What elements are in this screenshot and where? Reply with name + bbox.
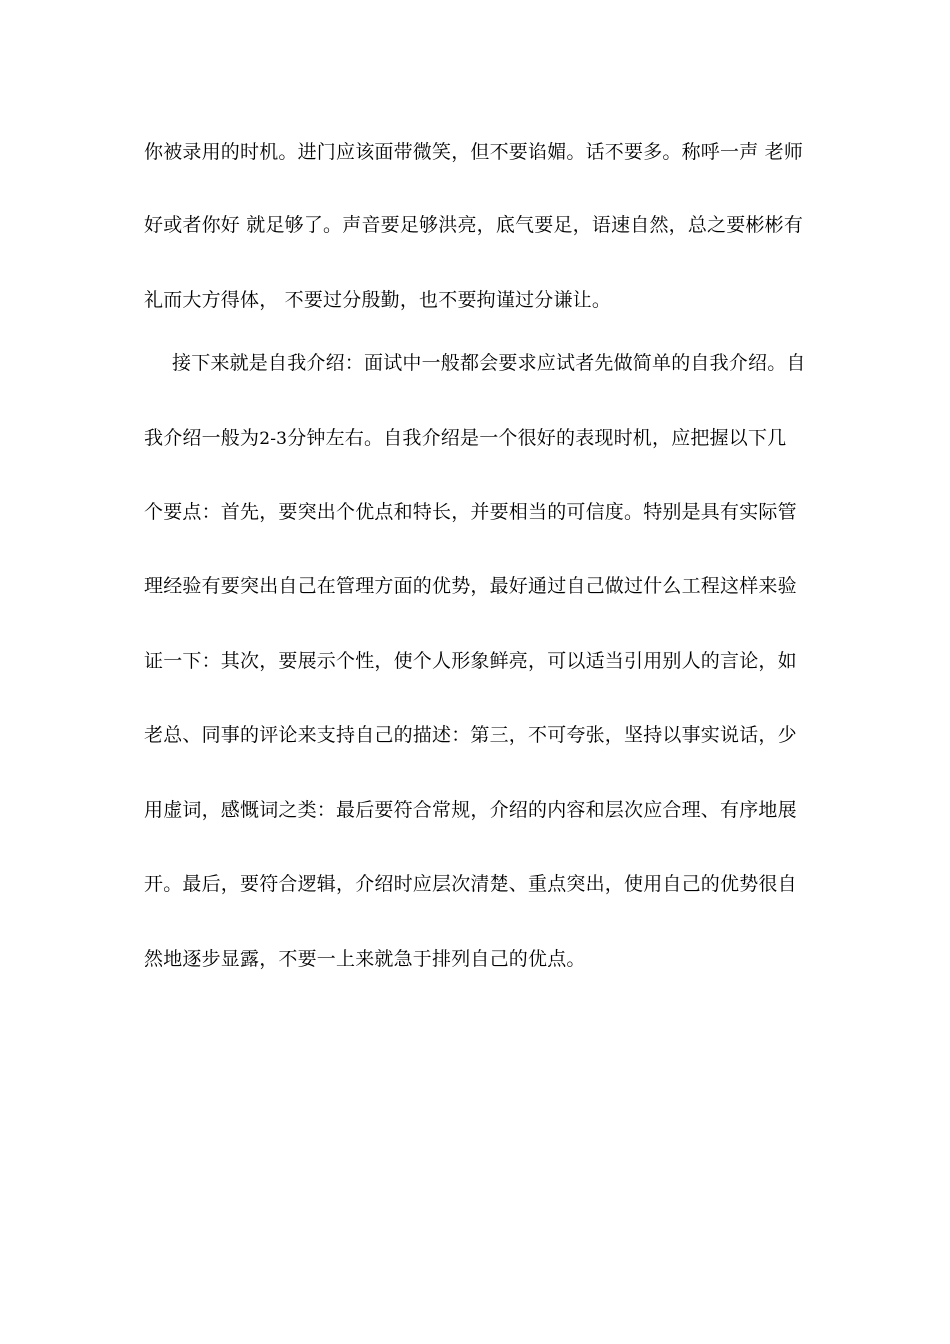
text-line: 开。最后，要符合逻辑，介绍时应层次清楚、重点突出，使用自己的优势很自 — [144, 873, 797, 895]
text-line: 你被录用的时机。进门应该面带微笑，但不要谄媚。话不要多。称呼一声 老师 — [144, 141, 804, 163]
text-line — [144, 425, 814, 452]
text-line: 证一下：其次，要展示个性，使个人形象鲜亮，可以适当引用别人的言论，如 — [144, 650, 797, 672]
text-line: 接下来就是自我介绍：面试中一般都会要求应试者先做简单的自我介绍。自 — [172, 352, 806, 374]
text-span: 我介绍一般为 — [144, 427, 260, 449]
text-line: 个要点：首先，要突出个优点和特长，并要相当的可信度。特别是具有实际管 — [144, 501, 797, 523]
text-line: 用虚词，感慨词之类：最后要符合常规，介绍的内容和层次应合理、有序地展 — [144, 799, 797, 821]
text-line: 理经验有要突出自己在管理方面的优势，最好通过自己做过什么工程这样来验 — [144, 575, 797, 597]
text-line: 然地逐步显露，不要一上来就急于排列自己的优点。 — [144, 948, 586, 970]
text-span: 分钟左右。自我介绍是一个很好的表现时机，应把握以下几 — [287, 427, 787, 449]
text-line: 老总、同事的评论来支持自己的描述：第三，不可夸张，坚持以事实说话，少 — [144, 724, 797, 746]
text-line: 好或者你好 就足够了。声音要足够洪亮，底气要足，语速自然，总之要彬彬有 — [144, 214, 804, 236]
duration-number: 2-3 — [259, 429, 288, 449]
text-line: 礼而大方得体， 不要过分殷勤，也不要拘谨过分谦让。 — [144, 289, 612, 311]
